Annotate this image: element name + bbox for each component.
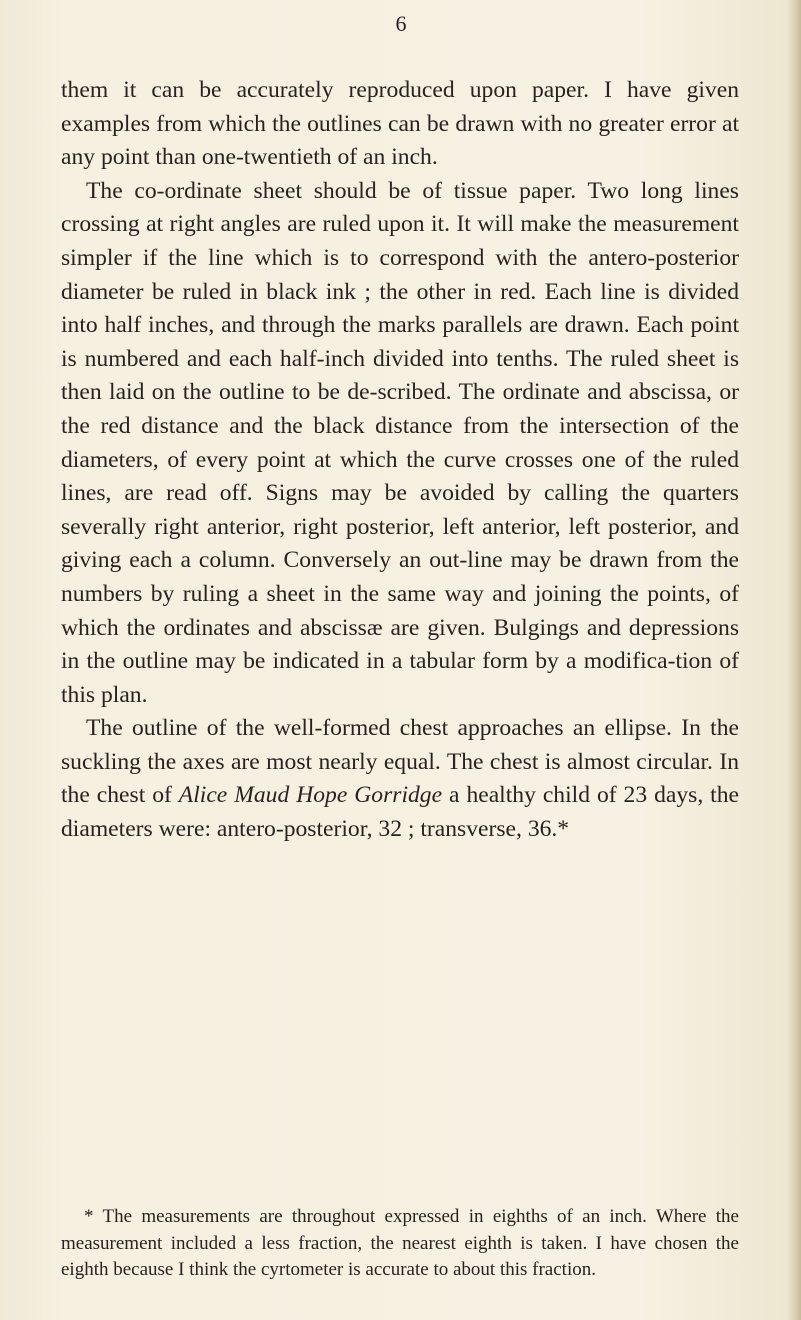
footnote xyxy=(61,1204,739,1284)
paragraph-3-end: a healthy child of 23 days, the diameters were: antero-posterior, 32 ; transverse, 36.* xyxy=(61,782,739,843)
paragraph-2: The co-ordinate sheet should be of tissue paper. Two long lines crossing at right angles are ruled upon it. It will make the measurement simpler if the line which is to correspond with the antero-posterior diameter be ruled in black ink ; the other in red. Each line is divided into half inches, and through the marks parallels are drawn. Each point is numbered and each half-inch divided into tenths. The ruled sheet is then laid on the outline to be de-scribed. The ordinate and abscissa, or the red distance and the black distance from the intersection of the diameters, of every point at which the curve crosses one of the ruled lines, are read off. Signs may be avoided by calling the quarters severally right anterior, right posterior, left anterior, left posterior, and giving each a column. Conversely an out-line may be drawn from the numbers by ruling a sheet in the same way and joining the points, of which the ordinates and abscissæ are given. Bulgings and depressions in the outline may be indicated in a tabular form by a modifica-tion of this plan. xyxy=(61,177,739,708)
paragraph-3-start: The outline of the well-formed chest approaches an ellipse. In the suckling the axes are most nearly equal. The chest is almost circular. In the chest of xyxy=(61,715,739,809)
body-text xyxy=(61,74,739,847)
paragraph-1: them it can be accurately reproduced upon paper. I have given examples from which the outlines can be drawn with no greater error at any point than one-twentieth of an inch. xyxy=(61,77,739,171)
page-edge-shadow xyxy=(787,0,801,1320)
paragraph-3 xyxy=(61,712,739,846)
page-number: 6 xyxy=(395,11,407,36)
child-name: Alice Maud Hope Gorridge xyxy=(178,782,443,809)
footnote-text: * The measurements are throughout expressed in eighths of an inch. Where the measurement included a less fraction, the nearest eighth is taken. I have chosen the eighth because I think the cyrtometer is accurate to about this fraction. xyxy=(61,1206,739,1281)
